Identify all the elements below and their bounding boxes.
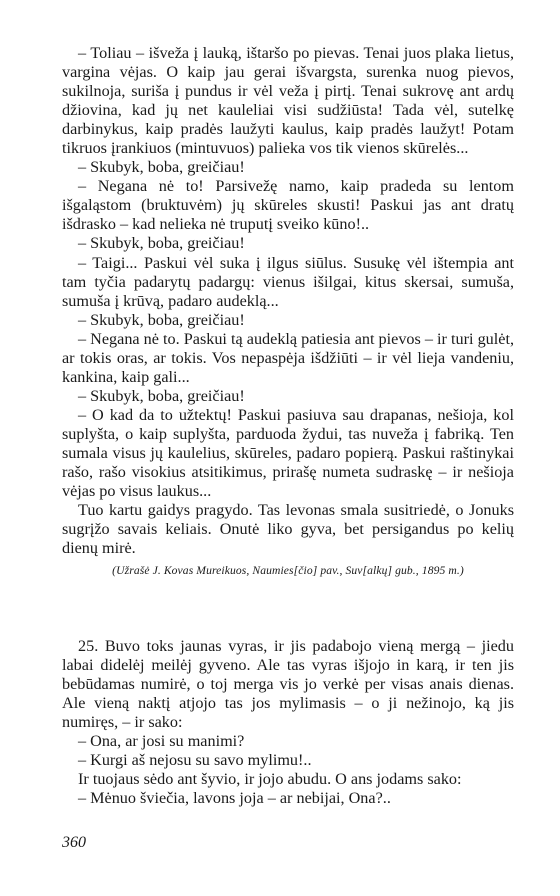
dialogue-line: – Ona, ar josi su manimi? [78, 732, 245, 751]
dialogue-line: – Skubyk, boba, greičiau! [78, 234, 245, 253]
dialogue-line: – Negana nė to! Parsivežę namo, kaip pradeda su lentom išgaląstom (bruktuvėm) jų skūreles skusti! Paskui jas ant dratų išdrasko – kad nelieka nė truputį sveiko kūno!.. [62, 177, 514, 234]
story-continuation [62, 44, 514, 578]
dialogue-line: – Skubyk, boba, greičiau! [78, 386, 245, 405]
paragraph: – Toliau – išveža į lauką, ištaršo po pievas. Tenai juos plaka lietus, vargina vėjas. O kaip jau gerai išvargsta, surenka nuog pievos, sukilnoja, suriša į pundus ir vėl veža į pirtį. Tenai sukrovę ant ardų džiovina, kad jų net kauleliai visi sudžiūsta! Tada vėl, sutelkę darbinykus, kaip pradės laužyti kaulus, kaip pradės laužyt! Potam tikruos įrankiuos (mintuvuos) palieka vos tik vienos skūrelės... [62, 44, 514, 158]
paragraph: Ir tuojaus sėdo ant šyvio, ir jojo abudu. O ans jodams sako: [78, 770, 462, 789]
dialogue-line: – O kad da to užtektų! Paskui pasiuva sau drapanas, nešioja, kol suplyšta, o kaip suplyšta, parduoda žydui, tas nuveža į fabriką. Ten sumala visus jų kaulelius, skūreles, padaro popierą. Paskui raštinykai rašo, rašo visokius atsitikimus, prirašę numeta sudraskę – ir nešioja vėjas po visus laukus... [62, 405, 514, 501]
dialogue-line: – Skubyk, boba, greičiau! [78, 310, 245, 329]
dialogue-line: – Skubyk, boba, greičiau! [78, 158, 245, 177]
dialogue-line: – Taigi... Paskui vėl suka į ilgus siūlus. Susukę vėl ištempia ant tam tyčia padarytų padargų: vienus išilgai, kitus skersai, sumuša, sumuša į krūvą, padaro audeklą... [62, 253, 514, 310]
story-25 [62, 637, 514, 808]
dialogue-line: – Mėnuo šviečia, lavons joja – ar nebijai, Ona?.. [78, 789, 391, 808]
paragraph: Tuo kartu gaidys pragydo. Tas levonas smala susitriedė, o Jonuks sugrįžo savais keliais. Onutė liko gyva, bet persigandus po kelių dienų mirė. [62, 501, 514, 558]
paragraph: 25. Buvo toks jaunas vyras, ir jis padabojo vieną mergą – jiedu labai didelėj meilėj gyveno. Ale tas vyras išjojo in karą, ir ten jis bebūdamas numirė, o toj merga vis jo verkė per visas anais dienas. Ale vieną naktį atjojo tas jos mylimasis – o ji nežinojo, ką jis numiręs, – ir sako: [62, 637, 514, 732]
page-number: 360 [62, 834, 86, 851]
dialogue-line: – Negana nė to. Paskui tą audeklą patiesia ant pievos – ir turi gulėt, ar tokis oras, ar tokis. Vos nepaspėja išdžiūti – ir vėl lieja vandeniu, kankina, kaip gali... [62, 329, 514, 386]
source-note: (Užrašė J. Kovas Mureikuos, Naumies[čio] pav., Suv[alkų] gub., 1895 m.) [112, 564, 464, 578]
dialogue-line: – Kurgi aš nejosu su savo mylimu!.. [78, 751, 312, 770]
